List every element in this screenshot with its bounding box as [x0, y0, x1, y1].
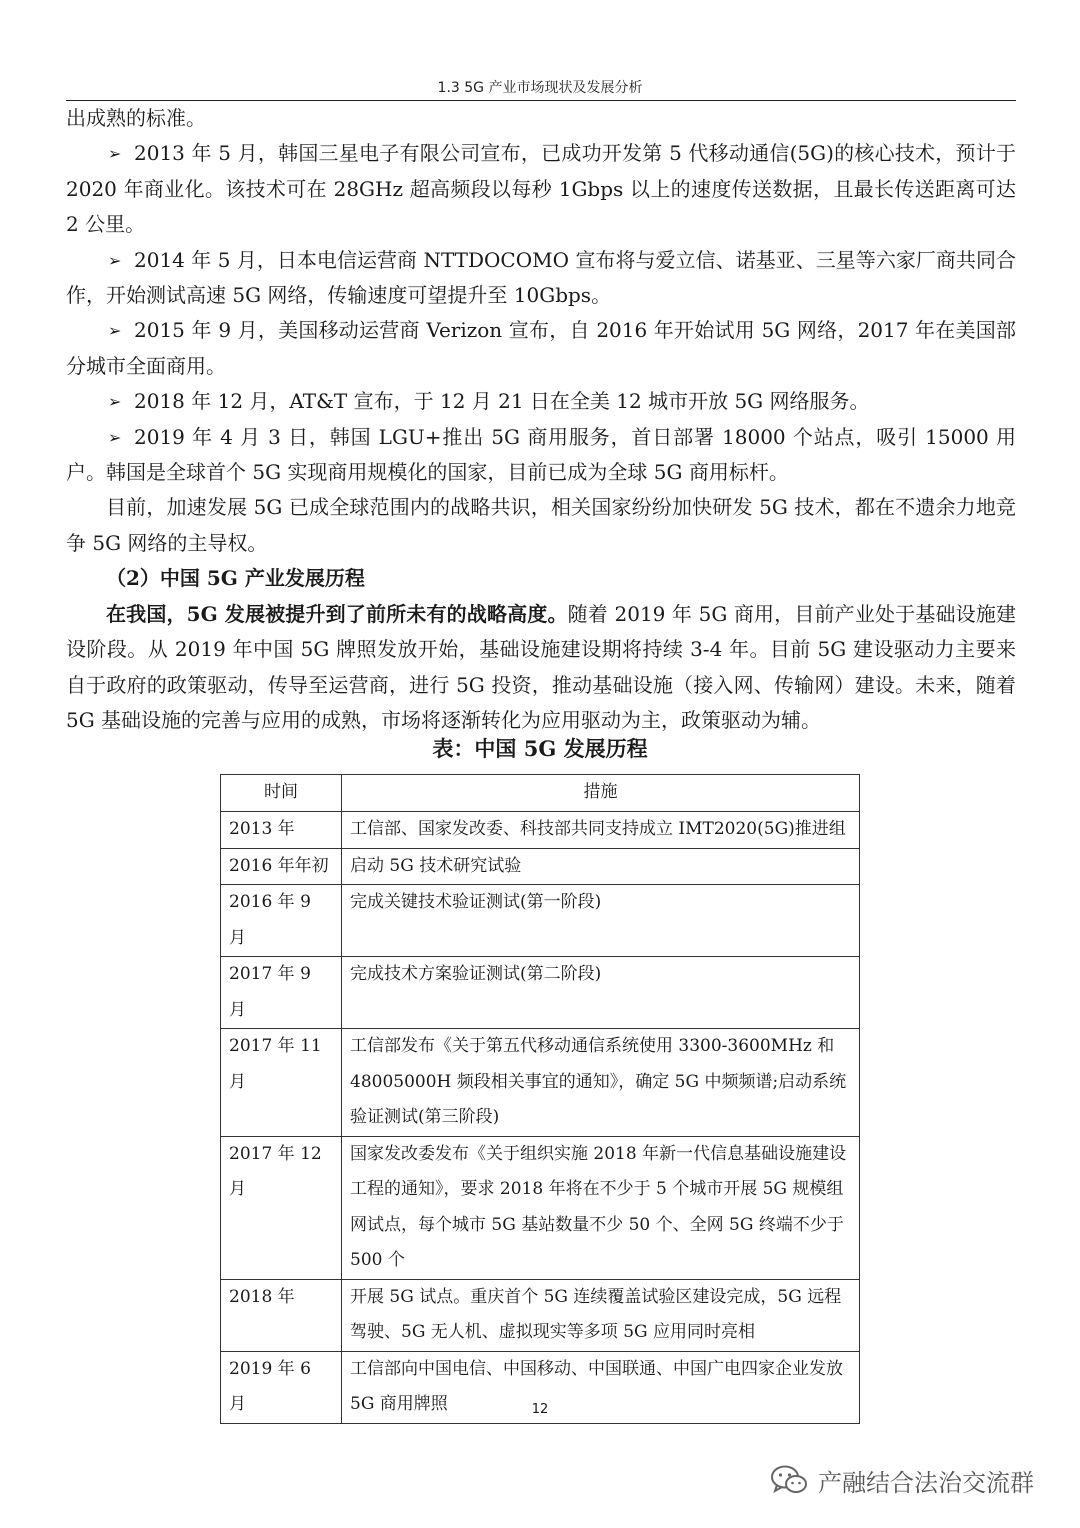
bullet-text: 2015 年 9 月，美国移动运营商 Verizon 宣布，自 2016 年开始试用 5G 网络，2017 年在美国部分城市全面商用。 — [66, 318, 1016, 378]
cell-time: 2016 年 9 月 — [221, 885, 342, 957]
bullet-arrow-icon: ➢ — [108, 250, 122, 270]
bullet-item — [66, 313, 1016, 384]
watermark-text: 产融结合法治交流群 — [818, 1468, 1034, 1497]
body-text — [66, 101, 1016, 738]
table-row — [221, 885, 860, 957]
bullet-text: 2018 年 12 月，AT&T 宣布，于 12 月 21 日在全美 12 城市开放 5G 网络服务。 — [134, 389, 870, 414]
bullet-arrow-icon: ➢ — [108, 427, 122, 447]
table-row — [221, 1029, 860, 1137]
cell-time: 2017 年 11 月 — [221, 1029, 342, 1137]
cell-measure: 完成技术方案验证测试(第二阶段) — [342, 957, 860, 1029]
cell-measure: 启动 5G 技术研究试验 — [342, 848, 860, 885]
watermark — [770, 1460, 1034, 1500]
section-heading: （2）中国 5G 产业发展历程 — [106, 566, 365, 591]
cell-measure: 工信部、国家发改委、科技部共同支持成立 IMT2020(5G)推进组 — [342, 812, 860, 849]
cell-measure: 工信部发布《关于第五代移动通信系统使用 3300-3600MHz 和 48005000H 频段相关事宜的通知》，确定 5G 中频频谱;启动系统验证测试(第三阶段) — [342, 1029, 860, 1137]
cell-time: 2019 年 6 月 — [221, 1351, 342, 1423]
bullet-arrow-icon: ➢ — [108, 321, 122, 341]
wechat-icon — [770, 1464, 808, 1496]
cell-time: 2018 年 — [221, 1279, 342, 1351]
column-header-time: 时间 — [221, 775, 342, 812]
bullet-text: 2013 年 5 月，韩国三星电子有限公司宣布，已成功开发第 5 代移动通信(5G)的核心技术，预计于 2020 年商业化。该技术可在 28GHz 超高频段以每秒 1Gbps 以上的速度传送数据，且最长传送距离可达 2 公里。 — [66, 141, 1016, 237]
cell-measure: 开展 5G 试点。重庆首个 5G 连续覆盖试验区建设完成，5G 远程驾驶、5G 无人机、虚拟现实等多项 5G 应用同时亮相 — [342, 1279, 860, 1351]
table-row — [221, 957, 860, 1029]
page-number: 12 — [531, 1402, 549, 1417]
bullet-text: 2019 年 4 月 3 日，韩国 LGU+推出 5G 商用服务，首日部署 18000 个站点，吸引 15000 用户。韩国是全球首个 5G 实现商用规模化的国家，目前已成为全球 5G 商用标杆。 — [66, 424, 1016, 485]
cell-time: 2016 年年初 — [221, 848, 342, 885]
cell-measure: 完成关键技术验证测试(第一阶段) — [342, 885, 860, 957]
cell-time: 2017 年 12 月 — [221, 1136, 342, 1279]
table-row — [221, 1136, 860, 1279]
bullet-arrow-icon: ➢ — [108, 144, 122, 164]
history-table — [220, 774, 860, 1424]
bullet-item — [66, 243, 1016, 314]
bullet-item — [66, 136, 1016, 242]
bullet-text: 2014 年 5 月，日本电信运营商 NTTDOCOMO 宣布将与爱立信、诺基亚、三星等六家厂商共同合作，开始测试高速 5G 网络，传输速度可望提升至 10Gbps。 — [66, 247, 1016, 308]
table-header-row — [221, 775, 860, 812]
paragraph-china-lead: 在我国，5G 发展被提升到了前所未有的战略高度。 — [106, 601, 568, 626]
bullet-arrow-icon: ➢ — [108, 392, 122, 412]
paragraph-summary: 目前，加速发展 5G 已成全球范围内的战略共识，相关国家纷纷加快研发 5G 技术，都在不遗余力地竞争 5G 网络的主导权。 — [66, 495, 1016, 555]
bullet-item — [66, 384, 1016, 419]
table-row — [221, 848, 860, 885]
cell-measure: 工信部向中国电信、中国移动、中国联通、中国广电四家企业发放 5G 商用牌照 — [342, 1351, 860, 1423]
table-row — [221, 1279, 860, 1351]
bullet-item — [66, 420, 1016, 491]
column-header-measure: 措施 — [342, 775, 860, 812]
paragraph-china — [66, 597, 1016, 739]
table-row — [221, 812, 860, 849]
table-caption: 表：中国 5G 发展历程 — [432, 736, 648, 761]
cell-measure: 国家发改委发布《关于组织实施 2018 年新一代信息基础设施建设工程的通知》，要求 2018 年将在不少于 5 个城市开展 5G 规模组网试点，每个城市 5G 基站数量不少 50 个、全网 5G 终端不少于 500 个 — [342, 1136, 860, 1279]
page-header-title: 1.3 5G 产业市场现状及发展分析 — [437, 80, 643, 96]
paragraph-continued: 出成熟的标准。 — [66, 106, 206, 130]
cell-time: 2017 年 9 月 — [221, 957, 342, 1029]
cell-time: 2013 年 — [221, 812, 342, 849]
paragraph-china-rest: 随着 2019 年 5G 商用，目前产业处于基础设施建设阶段。从 2019 年中国 5G 牌照发放开始，基础设施建设期将持续 3-4 年。目前 5G 建设驱动力主要来自于政府的政策驱动，传导至运营商，进行 5G 投资，推动基础设施（接入网、传输网）建设。未来，随着 5G 基础设施的完善与应用的成熟，市场将逐渐转化为应用驱动为主，政策驱动为辅。 — [66, 601, 1017, 732]
